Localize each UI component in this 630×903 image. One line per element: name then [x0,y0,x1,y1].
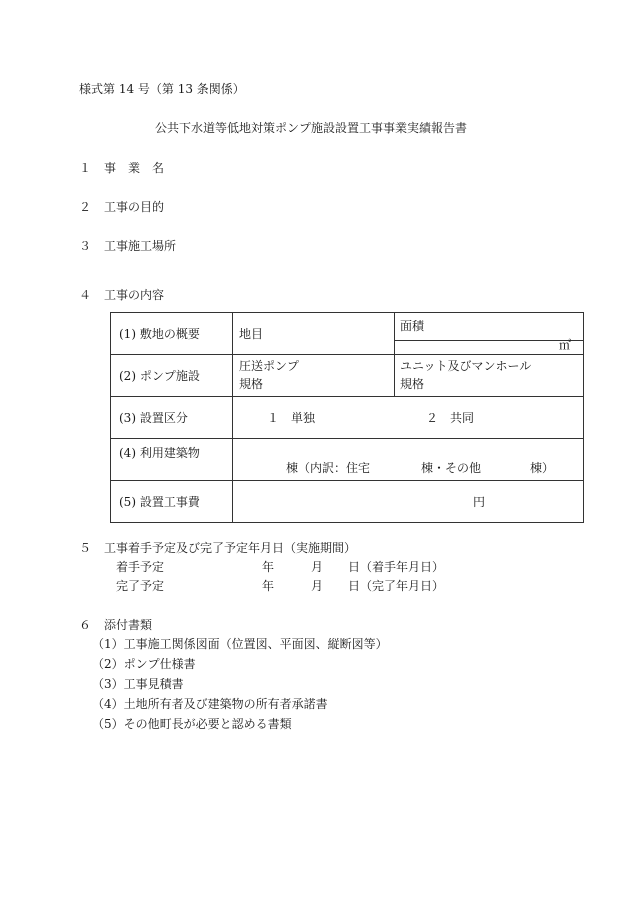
construction-content-table [110,312,584,523]
attachment-item: （3）工事見積書 [92,677,184,691]
installation-type-label-cell [111,397,233,439]
section-2-label: 工事の目的 [104,200,165,214]
end-month: 月 [311,579,324,593]
option-single: １ 単独 [267,411,316,425]
section-6-label: 添付書類 [104,618,153,632]
area-cell [395,313,584,355]
section-6-number: ６ [79,618,92,632]
attachment-item: （2）ポンプ仕様書 [92,657,196,671]
pump-facility-label-cell [111,355,233,397]
construction-cost-label-cell [111,481,233,523]
form-number: 様式第 14 号（第 13 条関係） [79,82,245,96]
installation-type-label: (3) 設置区分 [119,411,188,425]
section-1-number: １ [79,161,92,175]
section-5-label: 工事着手予定及び完了予定年月日（実施期間） [104,541,357,555]
section-3-label: 工事施工場所 [104,239,177,253]
buildings-other-count: 棟・その他 [421,461,482,475]
unit-manhole-spec-label: 規格 [400,377,425,391]
pump-facility-label: (2) ポンプ施設 [119,369,200,383]
section-5-number: ５ [79,541,92,555]
area-label: 面積 [400,319,425,333]
start-day: 日（着手年月日） [348,560,445,574]
end-year: 年 [262,579,275,593]
section-1-label: 事 業 名 [104,161,165,175]
site-overview-label: (1) 敷地の概要 [119,327,200,341]
section-4-label: 工事の内容 [104,288,165,302]
section-3-number: ３ [79,239,92,253]
buildings-total-count: 棟（内訳：住宅 [286,461,371,475]
pressure-pump-cell [233,355,395,397]
buildings-breakdown-cell [233,439,584,481]
buildings-label-cell [111,439,233,481]
attachment-item: （4）土地所有者及び建築物の所有者承諾書 [92,697,328,711]
pressure-pump-spec-label: 規格 [239,377,264,391]
start-month: 月 [311,560,324,574]
end-day: 日（完了年月日） [348,579,445,593]
square-meter-unit: ㎡ [558,338,571,352]
unit-manhole-label: ユニット及びマンホール [400,359,532,373]
construction-cost-label: (5) 設置工事費 [119,495,200,509]
buildings-label: (4) 利用建築物 [119,446,200,460]
installation-type-options-cell [233,397,584,439]
yen-unit: 円 [473,495,486,509]
document-title: 公共下水道等低地対策ポンプ施設設置工事事業実績報告書 [155,121,468,135]
land-category-label: 地目 [239,327,264,341]
option-shared: ２ 共同 [426,411,475,425]
end-schedule-label: 完了予定 [116,579,165,593]
unit-manhole-cell [395,355,584,397]
area-divider [395,340,583,341]
section-4-number: ４ [79,288,92,302]
section-2-number: ２ [79,200,92,214]
attachment-item: （1）工事施工関係図面（位置図、平面図、縦断図等） [92,637,388,651]
pressure-pump-label: 圧送ポンプ [239,359,300,373]
construction-cost-value-cell [233,481,584,523]
start-schedule-label: 着手予定 [116,560,165,574]
site-overview-label-cell [111,313,233,355]
land-category-cell [233,313,395,355]
start-year: 年 [262,560,275,574]
buildings-closing: 棟） [530,461,555,475]
attachment-item: （5）その他町長が必要と認める書類 [92,717,292,731]
